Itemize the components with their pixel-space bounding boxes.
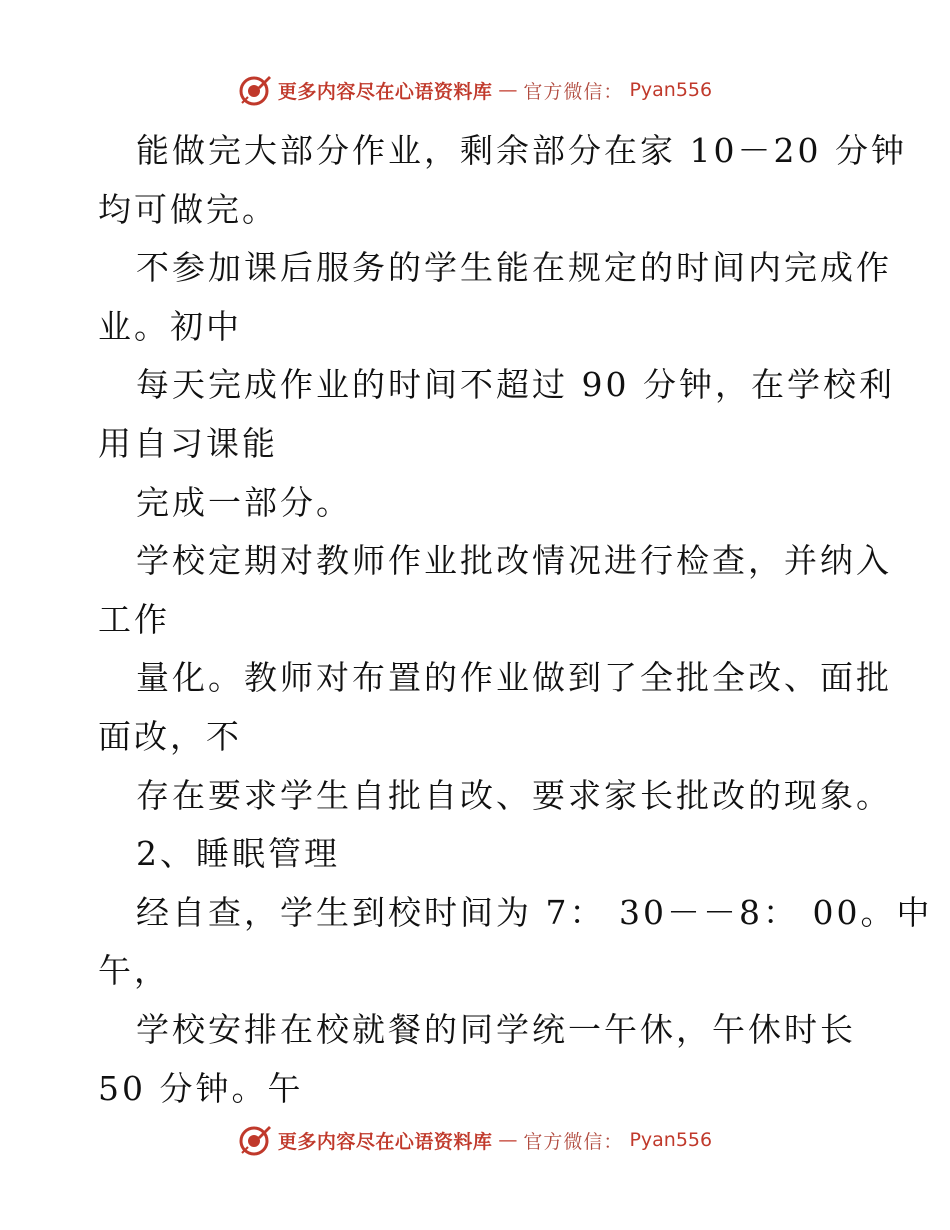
body-line: 50 分钟。午: [98, 1068, 304, 1108]
body-line: 每天完成作业的时间不超过 90 分钟，在学校利: [136, 365, 895, 405]
footer-dash: —: [498, 1129, 518, 1151]
body-line: 不参加课后服务的学生能在规定的时间内完成作: [136, 248, 892, 288]
body-line: 均可做完。: [98, 189, 278, 229]
body-line: 工作: [98, 599, 170, 639]
header-dash: —: [498, 79, 518, 101]
pen-logo-icon: [238, 1123, 272, 1157]
pen-logo-icon: [238, 73, 272, 107]
footer-site-text: 更多内容尽在心语资料库: [277, 1130, 493, 1153]
body-line: 经自查，学生到校时间为 7： 30－－8： 00。中: [136, 892, 933, 932]
footer-wechat-id: Pyan556: [629, 1129, 713, 1151]
body-line: 能做完大部分作业，剩余部分在家 10－20 分钟: [136, 131, 907, 170]
header-site-text: 更多内容尽在心语资料库: [277, 80, 493, 103]
body-line: 用自习课能: [98, 423, 278, 463]
body-line: 午，: [98, 951, 170, 991]
footer-wechat-label: 官方微信：: [523, 1130, 624, 1153]
header-wechat-id: Pyan556: [629, 79, 713, 101]
body-line: 学校定期对教师作业批改情况进行检查，并纳入: [136, 541, 892, 581]
header-banner: [0, 70, 950, 110]
body-line: 量化。教师对布置的作业做到了全批全改、面批: [136, 658, 892, 698]
body-line: 存在要求学生自批自改、要求家长批改的现象。: [136, 775, 892, 815]
body-line: 学校安排在校就餐的同学统一午休，午休时长: [136, 1009, 856, 1049]
footer-banner: [0, 1120, 950, 1160]
section-heading: 2、睡眠管理: [136, 834, 340, 874]
body-line: 面改，不: [98, 716, 242, 756]
body-line: 业。初中: [98, 306, 242, 346]
body-line: 完成一部分。: [136, 482, 352, 522]
document-body: [98, 122, 933, 1118]
header-wechat-label: 官方微信：: [523, 80, 624, 103]
